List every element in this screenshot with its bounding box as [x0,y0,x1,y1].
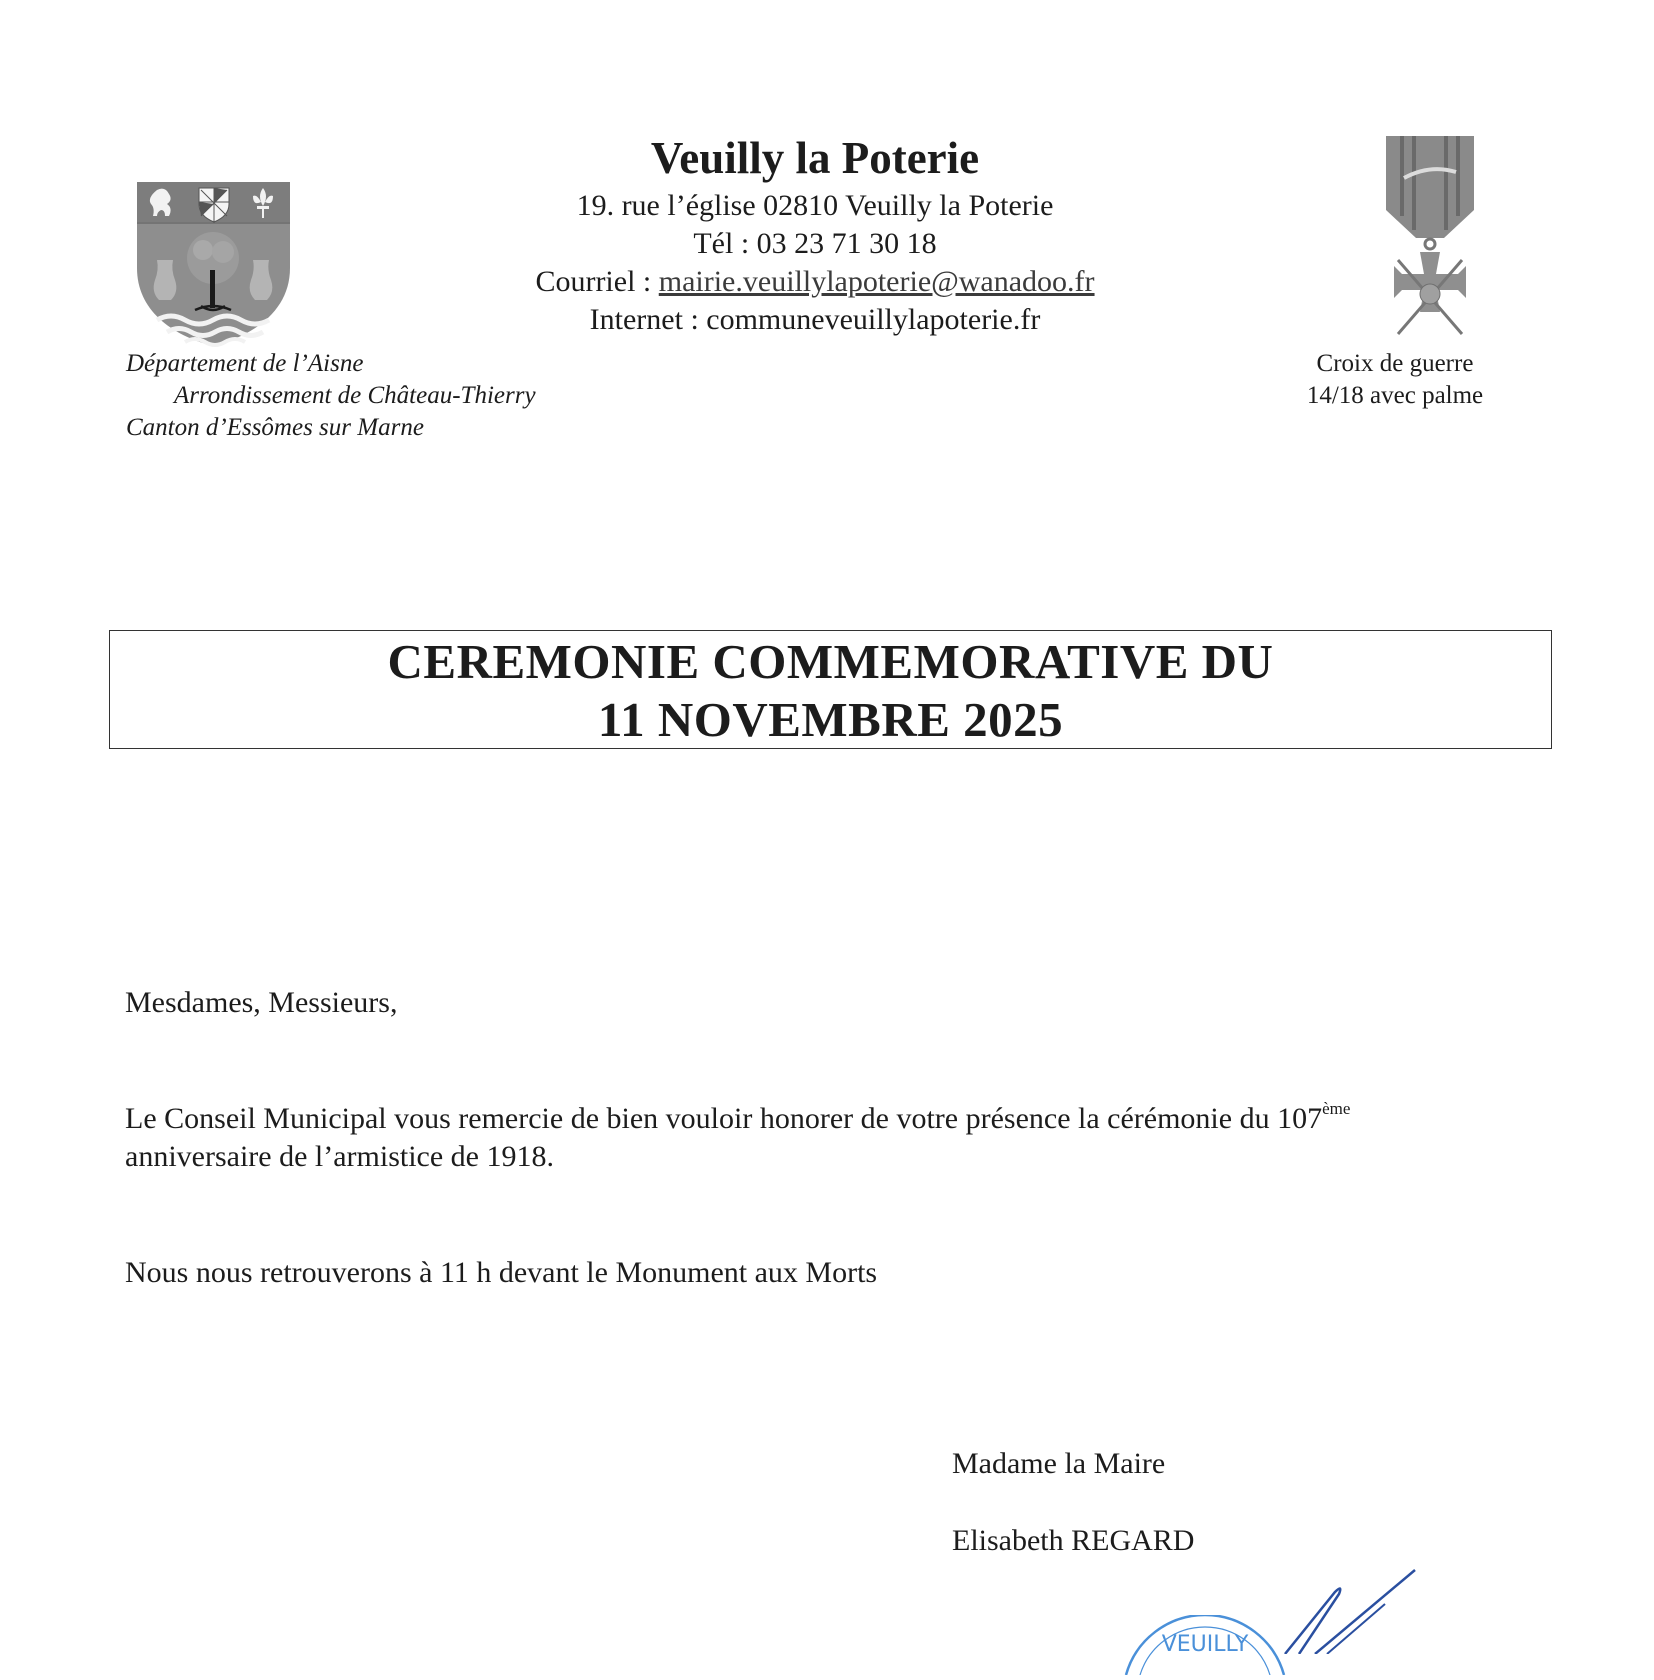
heading-line1: CEREMONIE COMMEMORATIVE DU [387,634,1274,689]
croix-de-guerre-medal-icon [1380,134,1480,342]
email-line [460,263,1170,301]
website: Internet : communeveuillylapoterie.fr [589,303,1041,336]
coat-of-arms-icon [135,180,292,348]
paragraph1-line1 [125,1100,1350,1138]
paragraph1-line2: anniversaire de l’armistice de 1918. [125,1140,554,1173]
ordinal-suffix: ème [1322,1099,1351,1118]
medal-caption-line1: Croix de guerre [1316,350,1474,377]
address: 19. rue l’église 02810 Veuilly la Poterie [576,189,1054,222]
department: Département de l’Aisne [126,350,364,377]
salutation: Mesdames, Messieurs, [125,986,398,1019]
handwritten-signature-icon [1265,1560,1430,1654]
canton: Canton d’Essômes sur Marne [126,414,424,441]
medal-caption-line2: 14/18 avec palme [1306,382,1484,409]
paragraph1-text: Le Conseil Municipal vous remercie de bien vouloir honorer de votre présence la cérémonie du 107 [125,1102,1323,1135]
commune-name: Veuilly la Poterie [650,133,980,183]
email-link[interactable]: mairie.veuillylapoterie@wanadoo.fr [658,265,1095,298]
heading-line2: 11 NOVEMBRE 2025 [597,692,1064,747]
signatory-name: Elisabeth REGARD [952,1524,1195,1557]
arrondissement: Arrondissement de Château-Thierry [174,382,536,409]
phone: Tél : 03 23 71 30 18 [693,227,937,260]
ceremony-heading-box [109,630,1552,749]
signatory-title: Madame la Maire [952,1447,1166,1480]
email-label: Courriel : [535,265,659,298]
paragraph2: Nous nous retrouverons à 11 h devant le Monument aux Morts [125,1256,878,1289]
svg-text:VEUILLY: VEUILLY [1161,1632,1249,1657]
